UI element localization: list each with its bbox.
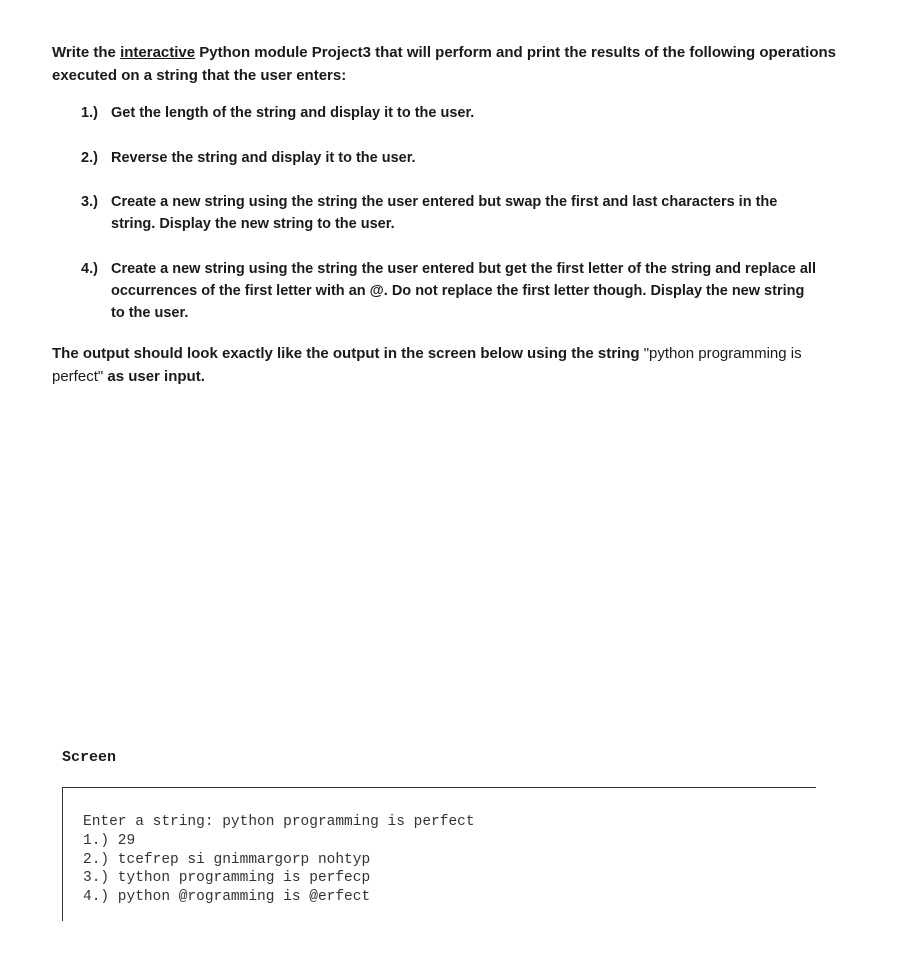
assignment-intro [52,41,842,87]
task-text: Get the length of the string and display it to the user. [111,105,475,121]
console-line: 1.) 29 [83,833,136,849]
task-item [81,102,821,124]
console-line-prompt: Enter a string: python programming is perfect [83,814,475,830]
intro-text-end: Python module Project3 that will perform and print the results of the following operations executed on a string that the user enters: [52,44,837,84]
task-number: 2.) [81,150,98,166]
sample-input-quote: "python programming is perfect" [52,345,802,385]
console-line: 4.) python @rogramming is @erfect [83,889,371,905]
task-number: 4.) [81,261,98,277]
intro-text-start: Write the [52,44,121,61]
intro-underlined-word: interactive [120,44,196,61]
task-text: Reverse the string and display it to the user. [111,150,416,166]
console-output-box [62,787,816,921]
task-item [81,258,821,324]
task-item [81,191,821,235]
outro-text-end: as user input. [103,368,205,385]
console-line: 2.) tcefrep si gnimmargorp nohtyp [83,852,371,868]
task-number: 3.) [81,194,98,210]
outro-text: The output should look exactly like the output in the screen below using the string [52,345,644,362]
task-text: Create a new string using the string the user entered but swap the first and last characters in the string. Display the new string to the user. [111,194,778,232]
screen-label: Screen [62,749,117,766]
task-number: 1.) [81,105,98,121]
task-text: Create a new string using the string the user entered but get the first letter of the string and replace all occurrences of the first letter with an @. Do not replace the first letter though. Display the new string to the user. [111,261,816,321]
task-item [81,147,821,169]
output-instructions [52,342,832,388]
console-line: 3.) tython programming is perfecp [83,870,371,886]
